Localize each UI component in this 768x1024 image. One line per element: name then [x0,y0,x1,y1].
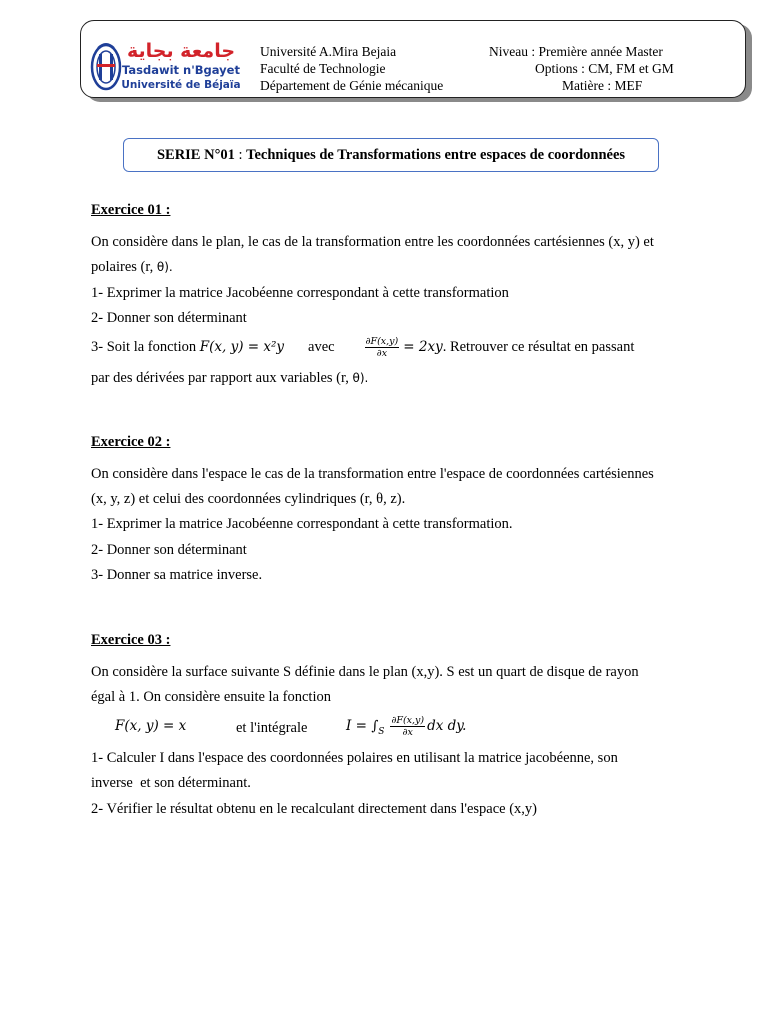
series-title [123,138,659,172]
header-department: Département de Génie mécanique [260,78,444,93]
header-level: Niveau : Première année Master [489,44,663,59]
fraction-denominator: ∂x [402,726,413,738]
theta-symbol: θ [352,371,360,385]
logo-line2: Université de Béjaïa [121,79,241,91]
series-number: SERIE N°01 [156,146,235,163]
exercise-01-question-3 [91,334,634,360]
exercise-02-question-2: 2- Donner son déterminant [91,542,247,558]
exercise-03-text-line1: On considère la surface suivante S définie dans le plan (x,y). S est un quart de disque de rayon [91,664,639,680]
exercise-03-integral-label: et l'intégrale [236,720,308,736]
header-university: Université A.Mira Bejaia [260,44,397,59]
series-subject: Techniques de Transformations entre espaces de coordonnées [246,146,626,163]
exercise-03-function: F(x, y) = x [115,718,187,734]
exercise-01-question-3-continued [91,369,368,387]
logo-line1: Tasdawit n'Bgayet [122,63,240,77]
exercise-02-heading: Exercice 02 : [91,434,171,450]
fraction-denominator: ∂x [376,347,388,359]
header-options: Options : CM, FM et GM [535,61,674,76]
text-fragment: ). [359,371,369,385]
exercise-01-text-line2 [91,258,173,276]
integral-lhs: I = ∫ [346,718,379,734]
exercise-02-question-3: 3- Donner sa matrice inverse. [91,567,263,583]
text-fragment: ). [164,260,173,274]
exercise-01-heading: Exercice 01 : [91,202,171,218]
logo-arabic: جامعة بجاية [126,40,236,62]
header-faculty: Faculté de Technologie [260,61,386,76]
formula-result: = 2xy [403,339,443,355]
exercise-03-question-1-continued: inverse et son déterminant. [91,775,251,791]
exercise-02-text-line2: (x, y, z) et celui des coordonnées cylindriques (r, θ, z). [91,491,406,507]
exercise-03-question-2: 2- Vérifier le résultat obtenu en le recalculant directement dans l'espace (x,y) [91,801,538,817]
exercise-01-question-1: 1- Exprimer la matrice Jacobéenne correspondant à cette transformation [91,285,509,301]
exercise-01-text-line1: On considère dans le plan, le cas de la transformation entre les coordonnées cartésiennes (x, y) et [91,234,654,250]
header-subject: Matière : MEF [562,78,643,93]
logo-emblem [92,44,120,89]
exercise-03-heading: Exercice 03 : [91,632,171,648]
integral-domain: S [378,727,385,737]
title-separator: : [234,146,247,163]
theta-symbol: θ [156,260,165,274]
exercise-03-question-1: 1- Calculer I dans l'espace des coordonnées polaires en utilisant la matrice jacobéenne, son [91,750,618,766]
formula-function: F(x, y) = x²y [199,339,285,355]
exercise-01-question-2: 2- Donner son déterminant [91,310,247,326]
text-fragment: par des dérivées par rapport aux variables (r, [91,370,353,386]
exercise-03-text-line2: égal à 1. On considère ensuite la fonction [91,689,331,705]
text-fragment: . Retrouver ce résultat en passant [442,339,635,355]
exercise-02-text-line1: On considère dans l'espace le cas de la transformation entre l'espace de coordonnées cartésiennes [91,466,654,482]
integral-differentials: dx dy. [427,718,467,734]
text-fragment: 3- Soit la fonction [91,339,200,355]
partial-derivative-fraction [365,336,400,359]
fraction-numerator: ∂F(x,y) [391,714,425,726]
integral-fraction [390,715,425,738]
university-logo [89,38,249,96]
exercise-03-integral [346,711,466,741]
exercise-02-question-1: 1- Exprimer la matrice Jacobéenne correspondant à cette transformation. [91,516,513,532]
fraction-numerator: ∂F(x,y) [365,335,399,347]
text-fragment: polaires (r, [91,259,157,275]
text-avec: avec [308,339,335,355]
